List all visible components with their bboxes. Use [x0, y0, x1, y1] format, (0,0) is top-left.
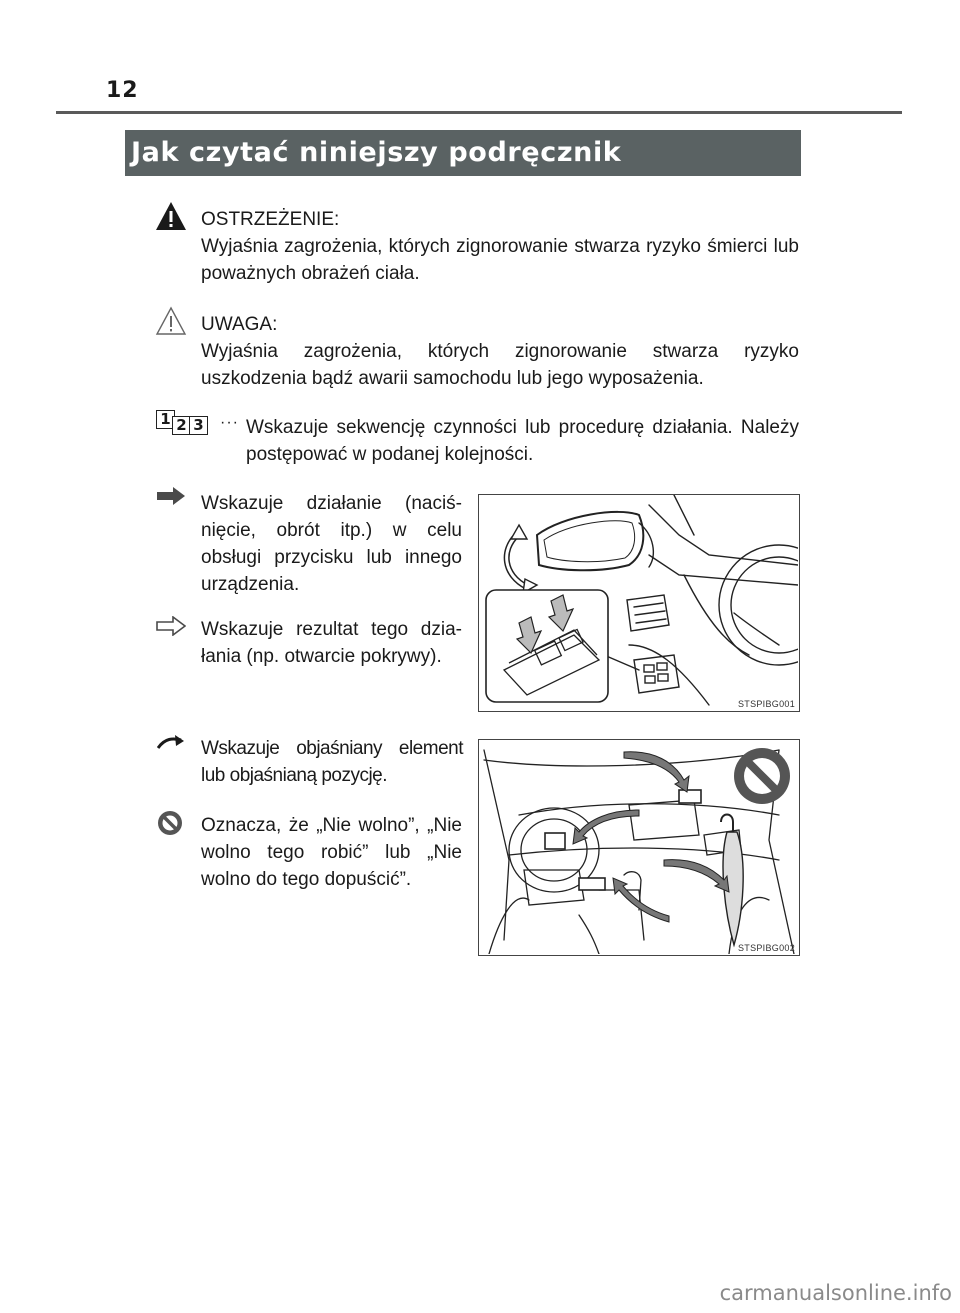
action-arrow-icon	[156, 486, 186, 506]
prohibited-icon	[157, 810, 183, 836]
figure-1-label: STSPIBG001	[737, 699, 795, 709]
warning-heading: OSTRZEŻENIE:	[201, 209, 340, 230]
caution-outline-icon	[155, 306, 187, 336]
action-arrow-text: Wskazuje działanie (naciś-nięcie, obrót itp.) w celu obsługi przycisku lub innego urządzenia.	[201, 493, 462, 595]
figure-mirror-switch	[478, 494, 800, 712]
pointer-arrow-icon	[157, 734, 185, 750]
figure-2-label: STSPIBG002	[737, 943, 795, 953]
warning-body: Wyjaśnia zagrożenia, których zignorowanie stwarza ryzyko śmierci lub poważnych obrażeń ciała.	[201, 236, 799, 284]
sequence-body: Wskazuje sekwencję czynności lub procedurę działania. Należy postępować w podanej kolejności.	[246, 417, 799, 465]
section-title: Jak czytać niniejszy podręcznik	[125, 130, 801, 176]
notice-block	[201, 311, 799, 392]
notice-heading: UWAGA:	[201, 314, 278, 335]
mirror-switch-illustration	[479, 495, 798, 710]
figure-dashboard-prohibited	[478, 739, 800, 956]
header-rule	[56, 111, 902, 114]
seq-number-1: 1	[156, 410, 175, 429]
pointer-text: Wskazuje objaśniany element lub objaśnianą pozycję.	[201, 738, 463, 786]
result-arrow-text: Wskazuje rezultat tego dzia-łania (np. otwarcie pokrywy).	[201, 619, 462, 667]
dashboard-illustration	[479, 740, 798, 954]
prohibited-text: Oznacza, że „Nie wolno”, „Nie wolno tego robić” lub „Nie wolno do tego dopuścić”.	[201, 815, 462, 890]
warning-filled-icon	[155, 201, 187, 231]
watermark-text: carmanualsonline.info	[719, 1281, 952, 1305]
seq-number-2: 2	[172, 416, 191, 435]
notice-body: Wyjaśnia zagrożenia, których zignorowanie stwarza ryzyko uszkodzenia bądź awarii samochodu lub jego wyposażenia.	[201, 341, 799, 389]
sequence-dots: ···	[220, 414, 239, 431]
page-number: 12	[106, 78, 139, 103]
seq-number-3: 3	[189, 416, 208, 435]
warning-block	[201, 206, 799, 287]
result-arrow-icon	[156, 616, 186, 636]
sequence-number-icon	[156, 410, 218, 440]
